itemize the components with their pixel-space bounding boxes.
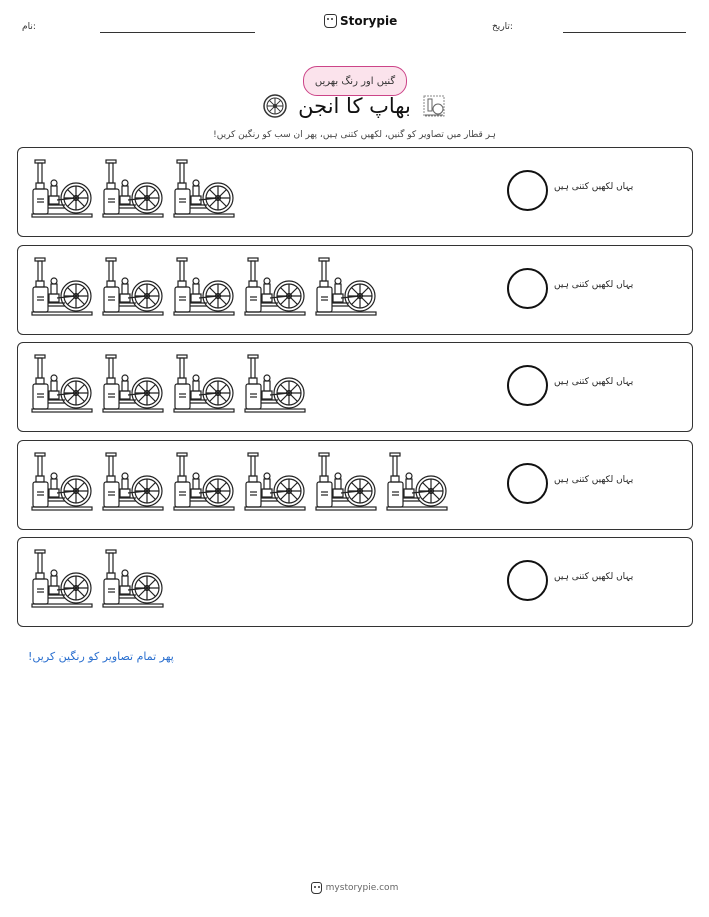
steam-engine-icon [386,451,448,517]
steam-engine-icon [31,353,93,419]
steam-engine-icon [244,353,306,419]
steam-engine-icon [173,353,235,419]
steam-engine-icon [173,451,235,517]
answer-circle[interactable] [507,268,548,309]
footer [0,882,709,894]
answer-label: یہاں لکھیں کتنی ہیں [554,182,634,192]
steam-engine-icon [102,158,164,224]
counting-row [17,537,693,627]
name-label: نام: [22,22,36,32]
answer-circle[interactable] [507,463,548,504]
answer-label: یہاں لکھیں کتنی ہیں [554,474,634,485]
storypie-logo-icon [311,882,322,894]
counting-row [17,245,693,335]
instructions: ہر قطار میں تصاویر کو گنیں، لکھیں کتنی ہیں، پھر ان سب کو رنگین کریں! [213,130,496,140]
date-line [563,32,686,33]
steam-engine-icon [315,256,377,322]
answer-circle[interactable] [507,365,548,406]
brand-name: Storypie [340,14,398,28]
steam-engine-icon [102,451,164,517]
steam-engine-icon [315,451,377,517]
brand-logo [324,14,397,28]
counting-row [17,147,693,237]
footer-site: mystorypie.com [325,883,399,893]
steam-engine-icon [173,256,235,322]
steam-engine-icon [31,256,93,322]
page-title [262,93,447,119]
steam-engine-icon [102,353,164,419]
steam-engine-icon [102,256,164,322]
answer-circle[interactable] [507,560,548,601]
steam-engine-outline-icon [421,93,447,119]
answer-label: یہاں لکھیں کتنی ہیں [554,377,634,388]
steam-engine-icon [31,158,93,224]
answer-label: یہاں لکھیں کتنی ہیں [554,572,634,583]
title-text: بھاپ کا انجن [298,94,411,118]
counting-row [17,342,693,432]
steam-engine-icon [244,256,306,322]
steam-engine-icon [244,451,306,517]
storypie-logo-icon [324,14,337,28]
answer-circle[interactable] [507,170,548,211]
steam-engine-icon [31,548,93,614]
name-line [100,32,255,33]
steam-engine-icon [102,548,164,614]
counting-row [17,440,693,530]
steam-engine-icon [31,451,93,517]
footer-note: پھر تمام تصاویر کو رنگین کریں! [28,650,174,663]
answer-label: یہاں لکھیں کتنی ہیں [554,279,634,290]
activity-tag-text: گنیں اور رنگ بھریں [314,75,396,87]
gear-wheel-icon [262,93,288,119]
steam-engine-icon [173,158,235,224]
activity-tag [303,66,407,96]
date-label: تاریخ: [492,22,513,32]
